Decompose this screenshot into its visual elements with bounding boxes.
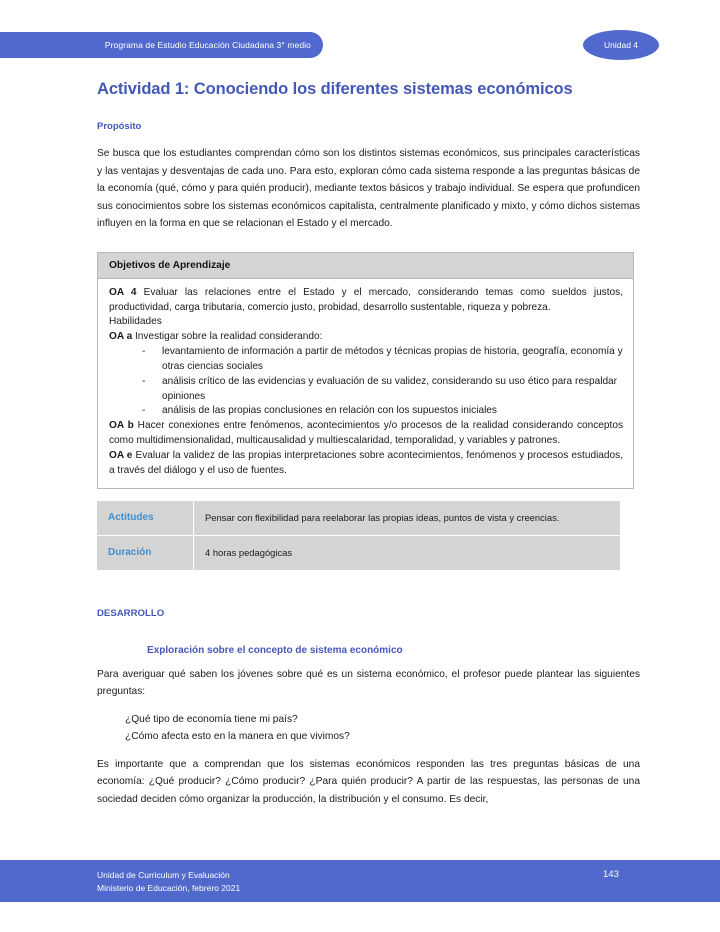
- table-row: [97, 500, 620, 535]
- oab-text: Hacer conexiones entre fenómenos, acontecimientos y/o procesos de la realidad considerando conceptos como multidimensionalidad, multicausalidad y multiescalaridad, temporalidad, y variables y patrones.: [109, 420, 623, 447]
- header-banner-label: Programa de Estudio Educación Ciudadana 3° medio: [104, 40, 311, 50]
- development-closing-paragraph: Es importante que a comprendan que los sistemas económicos responden las tres preguntas básicas de una economía: ¿Qué producir? ¿Cómo producir? ¿Para quién producir? A partir de las respuestas, las personas de una sociedad deciden cómo organizar la producción, la distribución y el consumo. Es decir,: [97, 758, 640, 805]
- duration-value: 4 horas pedagógicas: [194, 535, 621, 570]
- list-item-text: análisis de las propias conclusiones en relación con los supuestos iniciales: [162, 405, 497, 417]
- duration-label: Duración: [97, 535, 194, 570]
- page-number: 143: [603, 869, 619, 880]
- footer-org-info: [97, 869, 240, 895]
- oa4-entry: [109, 286, 623, 316]
- bullet-dash: -: [142, 375, 146, 387]
- list-item: [109, 345, 623, 375]
- oae-text: Evaluar la validez de las propias interpretaciones sobre acontecimientos, fenómenos y procesos estudiados, a través del diálogo y el uso de fuentes.: [109, 449, 624, 476]
- list-item-text: levantamiento de información a partir de métodos y técnicas propias de historia, geografía, economía y otras ciencias sociales: [162, 346, 623, 372]
- unit-badge: [583, 30, 659, 60]
- list-item: [109, 375, 623, 405]
- oa4-text: Evaluar las relaciones entre el Estado y el mercado, considerando temas como sueldos justos, productividad, carga tributaria, comercio justo, probidad, desarrollo sustentable, riqueza y pobreza.: [109, 286, 623, 313]
- attitudes-label: Actitudes: [97, 500, 194, 535]
- development-intro-paragraph: Para averiguar qué saben los jóvenes sobre qué es un sistema económico, el profesor puede plantear las siguientes preguntas:: [97, 668, 640, 698]
- learning-objectives-box: [97, 252, 634, 489]
- page-content: [97, 80, 640, 818]
- unit-badge-label: Unidad 4: [603, 40, 639, 50]
- list-item-text: análisis crítico de las evidencias y evaluación de su validez, considerando su uso ético para respaldar opiniones: [162, 375, 618, 402]
- skills-label: Habilidades: [109, 316, 162, 328]
- attributes-table: [97, 500, 620, 571]
- purpose-heading: Propósito: [97, 121, 142, 132]
- oaa-text: Investigar sobre la realidad considerando:: [132, 331, 323, 343]
- development-subheading: Exploración sobre el concepto de sistema económico: [147, 644, 403, 656]
- oab-entry: [109, 419, 623, 449]
- bullet-dash: -: [142, 405, 146, 417]
- bullet-dash: -: [142, 346, 146, 358]
- purpose-paragraph: Se busca que los estudiantes comprendan cómo son los distintos sistemas económicos, sus principales características y las ventajas y desventajas de cada uno. Para esto, exploran cómo cada sistema responde a las preguntas básicas de la economía (qué, cómo y para quién producir), mediante textos básicos y trabajo individual. Se espera que profundicen sus conocimientos sobre los sistemas económicos capitalista, centralmente planificado y mixto, y cómo dichos sistemas influyen en la forma en que se relacionan el Estado y el mercado.: [97, 148, 640, 230]
- paragraph-spacer: [97, 746, 640, 756]
- oab-code: OA b: [109, 420, 134, 432]
- header-banner: [0, 32, 323, 58]
- question-item: ¿Qué tipo de economía tiene mi país?: [125, 713, 298, 725]
- learning-objectives-body: [98, 279, 633, 488]
- oaa-bullet-list: [109, 345, 623, 419]
- oaa-code: OA a: [109, 331, 133, 343]
- learning-objectives-title: Objetivos de Aprendizaje: [98, 253, 633, 279]
- footer-line-2: Ministerio de Educación, febrero 2021: [97, 882, 241, 893]
- oae-code: OA e: [109, 449, 133, 461]
- footer-line-1: Unidad de Curriculum y Evaluación: [97, 870, 230, 880]
- table-row: [97, 535, 620, 570]
- oaa-entry: [109, 330, 623, 345]
- question-item: ¿Cómo afecta esto en la manera en que vivimos?: [125, 731, 350, 743]
- attitudes-value: Pensar con flexibilidad para reelaborar las propias ideas, puntos de vista y creencias.: [194, 500, 621, 535]
- development-heading: DESARROLLO: [97, 607, 165, 619]
- page-title: Actividad 1: Conociendo los diferentes sistemas económicos: [97, 80, 573, 98]
- oa4-code: OA 4: [109, 286, 137, 298]
- list-item: [109, 404, 623, 419]
- oae-entry: [109, 449, 623, 479]
